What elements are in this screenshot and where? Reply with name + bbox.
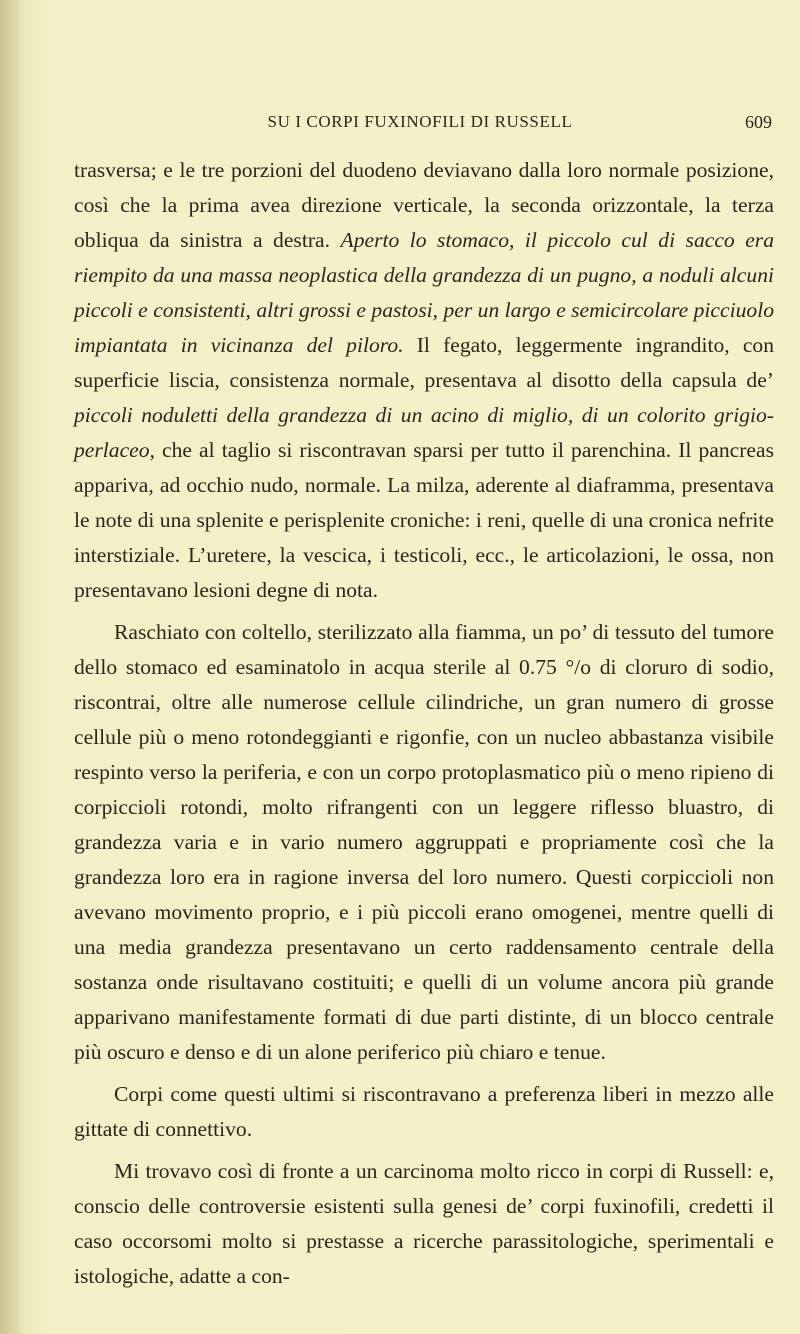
paragraph-1-italic-a: Aperto lo stomaco, il piccolo cul di sacco era riempito da una massa neoplastica della grandezza di un pugno, a noduli alcuni piccoli e consistenti, altri grossi e pastosi, per un largo e semicircolare picciuolo impiantata in vicinanza del piloro. — [74, 228, 774, 357]
paragraph-2-text-a: Raschiato con coltello, sterilizzato alla fiamma, un po’ di tessuto del tumore dello stomaco ed esaminatolo in acqua sterile al 0.75 — [74, 620, 774, 679]
running-head: SU I CORPI FUXINOFILI DI RUSSELL — [267, 112, 573, 131]
paragraph-1 — [74, 153, 774, 608]
page-number: 609 — [745, 112, 772, 132]
paragraph-1-italic-b: piccoli noduletti della grandezza di un acino di miglio, di un colorito grigio-perlaceo, — [74, 403, 774, 462]
percent-sign: °/o — [565, 655, 591, 679]
paragraph-1-text-c: che al taglio si riscontravan sparsi per tutto il parenchina. Il pancreas appariva, ad occhio nudo, normale. La milza, aderente al diaframma, presentava le note di una splenite e perisplenite croniche: i reni, quelle di una cronica nefrite interstiziale. L’uretere, la vescica, i testicoli, ecc., le articolazioni, le ossa, non presentavano lesioni degne di nota. — [74, 438, 774, 602]
page-spine-shadow — [0, 0, 20, 1334]
body-text — [74, 153, 774, 1294]
paragraph-2-text-b: di cloruro di sodio, riscontrai, oltre alle numerose cellule cilindriche, un gran numero di grosse cellule più o meno rotondeggianti e rigonfie, con un nucleo abbastanza visibile respinto verso la periferia, e con un corpo protoplasmatico più o meno ripieno di corpiccioli rotondi, molto rifrangenti con un leggere riflesso bluastro, di grandezza varia e in vario numero aggruppati e propriamente così che la grandezza loro era in ragione inversa del loro numero. Questi corpiccioli non avevano movimento proprio, e i più piccoli erano omogenei, mentre quelli di una media grandezza presentavano un certo raddensamento centrale della sostanza onde risultavano costituiti; e quelli di un volume ancora più grande apparivano manifestamente formati di due parti distinte, di un blocco centrale più oscuro e denso e di un alone periferico più chiaro e tenue. — [74, 655, 774, 1064]
paragraph-3: Corpi come questi ultimi si riscontravano a preferenza liberi in mezzo alle gittate di connettivo. — [74, 1082, 774, 1141]
page-header — [160, 112, 772, 138]
paragraph-4: Mi trovavo così di fronte a un carcinoma molto ricco in corpi di Russell: e, conscio delle controversie esistenti sulla genesi de’ corpi fuxinofili, credetti il caso occorsomi molto si prestasse a ricerche parassitologiche, sperimentali e istologiche, adatte a con- — [74, 1159, 774, 1288]
paragraph-2 — [74, 615, 774, 1070]
paragraph-1-text-b: Il fegato, leggermente ingrandito, con superficie liscia, consistenza normale, presentava al disotto della capsula de’ — [74, 333, 774, 392]
paragraph-1-text-a: trasversa; e le tre porzioni del duodeno deviavano dalla loro normale posizione, così che la prima avea direzione verticale, la seconda orizzontale, la terza obliqua da sinistra a destra. — [74, 158, 774, 252]
